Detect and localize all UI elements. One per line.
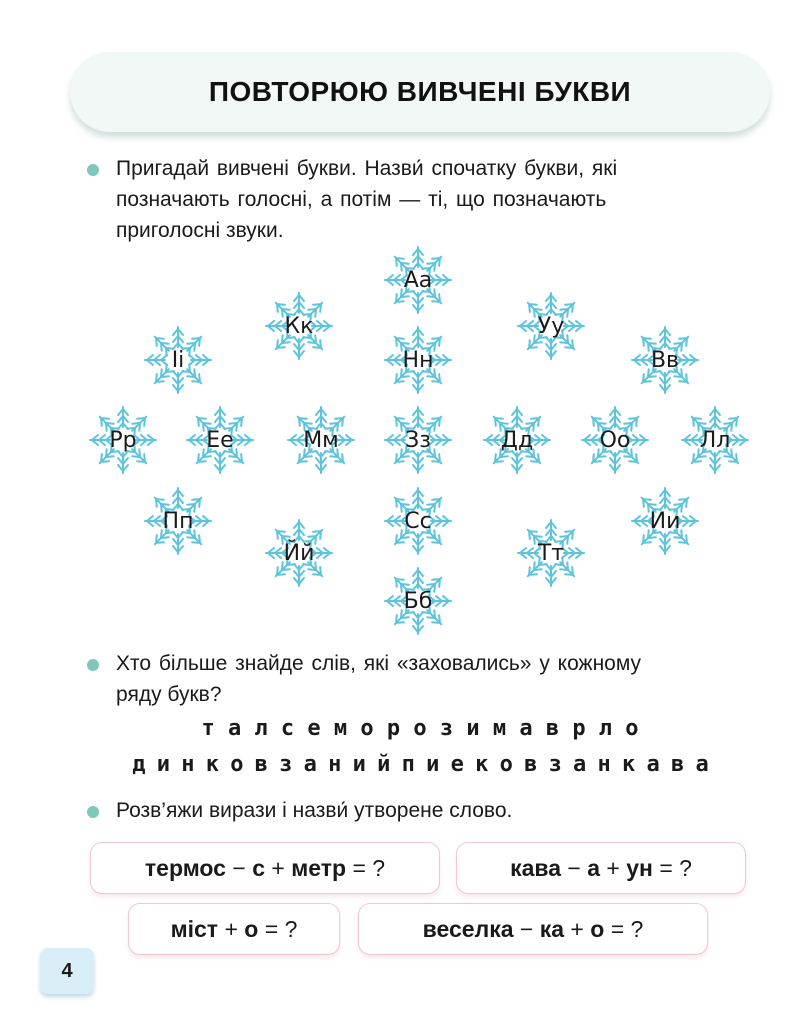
snowflake bbox=[383, 405, 453, 475]
snowflake-letter: Ии bbox=[649, 508, 681, 534]
snowflake bbox=[264, 518, 334, 588]
snowflake-letter: Оо bbox=[599, 427, 631, 453]
snowflake-letter: Рр bbox=[109, 427, 137, 453]
expression-box bbox=[358, 903, 708, 955]
snowflake-letter: Вв bbox=[650, 347, 680, 373]
snowflake-letter: Ее bbox=[206, 427, 234, 453]
snowflake bbox=[516, 518, 586, 588]
bullet-task-2 bbox=[87, 659, 99, 671]
snowflake-letter: Зз bbox=[405, 427, 431, 453]
snowflake bbox=[680, 405, 750, 475]
snowflake-letter: Кк bbox=[284, 313, 314, 339]
snowflake-letter: Нн bbox=[402, 347, 434, 373]
snowflake-letter: Іі bbox=[171, 347, 185, 373]
snowflake-letter: Пп bbox=[162, 508, 194, 534]
page-number-badge bbox=[40, 948, 94, 994]
snowflake bbox=[383, 245, 453, 315]
page-title: ПОВТОРЮЮ ВИВЧЕНІ БУКВИ bbox=[208, 76, 632, 107]
snowflake bbox=[580, 405, 650, 475]
snowflake-letter: Дд bbox=[500, 427, 534, 453]
snowflake-letter: Мм bbox=[303, 427, 339, 453]
snowflake bbox=[383, 325, 453, 395]
snowflake-letter: Сс bbox=[404, 508, 432, 534]
expression-text: міст + о = ? bbox=[170, 915, 298, 942]
snowflake bbox=[516, 291, 586, 361]
snowflake bbox=[383, 486, 453, 556]
snowflake bbox=[482, 405, 552, 475]
snowflake bbox=[264, 291, 334, 361]
snowflake bbox=[88, 405, 158, 475]
snowflake-letter: Бб bbox=[403, 588, 433, 614]
expression-text: термос − с + метр = ? bbox=[144, 854, 386, 881]
snowflake-letter: Йй bbox=[283, 540, 315, 566]
snowflake bbox=[630, 325, 700, 395]
task-2-line-1: Хто більше знайде слів, які «заховались» у кожному bbox=[116, 652, 642, 675]
expression-box bbox=[456, 842, 746, 894]
letter-row-1: т а л с е м о р о з и м а в р л о bbox=[201, 716, 639, 741]
task-3-text: Розв’яжи вирази і назви́ утворене слово. bbox=[116, 799, 513, 822]
snowflake bbox=[143, 325, 213, 395]
snowflake bbox=[630, 486, 700, 556]
task-1-line-2: позначають голосні, а потім — ті, що позначають bbox=[116, 188, 607, 211]
task-2-line-2: ряду букв? bbox=[116, 683, 222, 706]
snowflake-letter: Уу bbox=[537, 313, 565, 339]
expression-text: кава − а + ун = ? bbox=[510, 854, 692, 881]
snowflake bbox=[143, 486, 213, 556]
expression-box bbox=[128, 903, 340, 955]
snowflake bbox=[383, 566, 453, 636]
title-banner bbox=[70, 52, 770, 132]
task-1-line-3: приголосні звуки. bbox=[116, 219, 284, 242]
page-number: 4 bbox=[61, 959, 73, 982]
snowflake-letter: Тт bbox=[537, 540, 565, 566]
snowflake bbox=[185, 405, 255, 475]
snowflake-letter: Лл bbox=[699, 427, 731, 453]
expression-text: веселка − ка + о = ? bbox=[422, 915, 644, 942]
task-1-line-1: Пригадай вивчені букви. Назви́ спочатку букви, які bbox=[116, 157, 618, 180]
snowflake bbox=[286, 405, 356, 475]
letter-row-2: д и н к о в з а н и й п и е к о в з а н к а в а bbox=[132, 752, 708, 777]
snowflake-letter: Аа bbox=[403, 267, 433, 293]
bullet-task-3 bbox=[87, 806, 99, 818]
expression-box bbox=[90, 842, 440, 894]
bullet-task-1 bbox=[87, 164, 99, 176]
